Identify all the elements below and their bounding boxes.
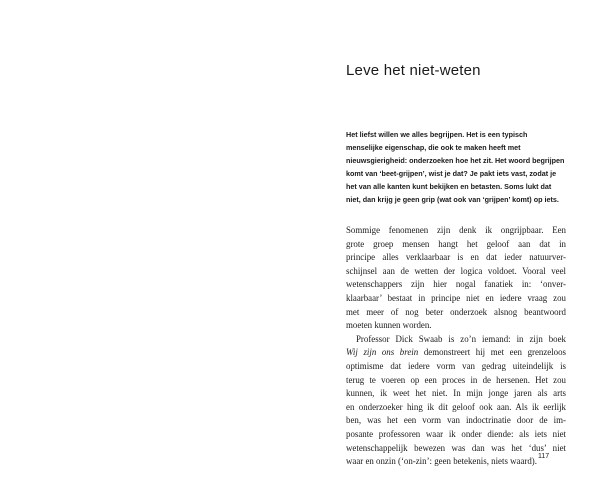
text-line: schijnsel aan de wetten der logica voldoet. Vooral veel [346,265,566,276]
text-line: posante professoren waar ik onder diende: als iets niet [346,428,566,439]
page-number: 117 [538,453,550,460]
text-line: waar en onzin (‘on-zin’: geen betekenis, niets waard). [346,456,537,467]
text-line [346,346,566,360]
text-line: Professor Dick Swaab is zo’n iemand: in zijn boek [356,333,566,344]
text-line: moeten kunnen worden. [346,320,432,331]
paragraph-2 [346,333,566,469]
text-fragment: demonstreert hij met een grenzeloos [418,347,567,358]
text-line: grote groep mensen hangt het geloof aan dat in [346,238,566,249]
text-line: principe alles verklaarbaar is en dat ieder natuurver- [346,252,566,263]
book-title: Wij zijn ons brein [346,347,419,358]
text-line: wetenschappelijk bewezen was dan was het ‘dus’ niet [346,442,566,453]
intro-paragraph: Het liefst willen we alles begrijpen. Het is een typisch menselijke eigenschap, die ook te maken heeft met nieuwsgierigheid: onderzoeken hoe het zit. Het woord begrijpen komt van ‘beet-grijpen’, wist je dat? Je pakt iets vast, zodat je het van alle kanten kunt bekijken en betasten. Soms lukt dat niet, dan krijg je geen grip (wat ook van ‘grijpen’ komt) op iets. [346,130,565,204]
text-line: ben, was het een vorm van indoctrinatie door de im- [346,415,566,426]
text-line: klaarbaar’ bestaat in principe niet en iedere vraag zou [346,292,566,303]
text-line: Sommige fenomenen zijn denk ik ongrijpbaar. Een [346,225,566,235]
text-line: en onderzoeker hing ik dit geloof ook aan. Als ik eerlijk [346,401,566,412]
text-line: wetenschappers zijn hier nogal fanatiek in: ‘onver- [346,279,566,290]
paragraph-1 [346,224,566,333]
text-line: met meer of nog beter onderzoek alsnog beantwoord [346,306,566,317]
text-line: kunnen, ik weet het niet. In mijn jonge jaren als arts [346,388,566,399]
chapter-title: Leve het niet-weten [346,62,481,79]
text-line: optimisme dat iedere vorm van gedrag uiteindelijk is [346,360,566,371]
text-line: terug te voeren op een proces in de hersenen. Het zou [346,374,566,385]
body-text [346,224,566,469]
